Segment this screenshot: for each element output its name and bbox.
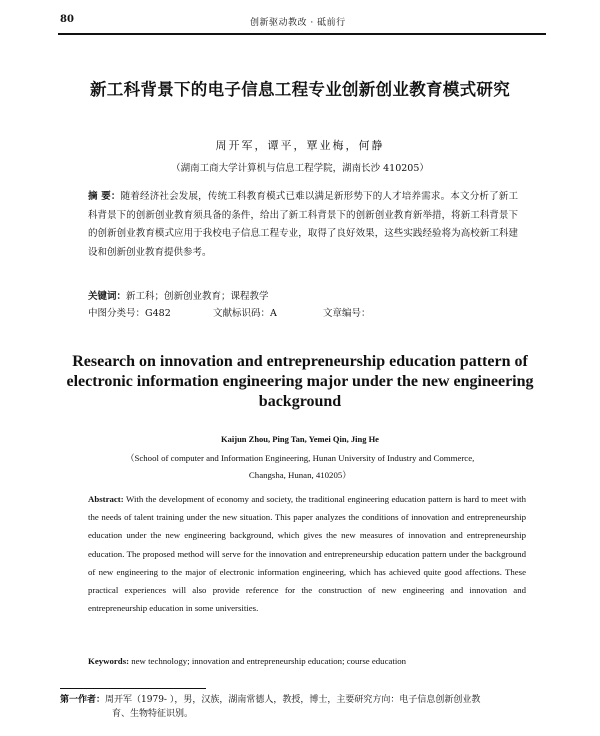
en-abstract-label: Abstract: <box>88 494 124 504</box>
cn-affiliation: （湖南工商大学计算机与信息工程学院，湖南长沙 410205） <box>171 163 429 174</box>
footnote-label: 第一作者： <box>60 695 106 705</box>
cn-abstract <box>88 188 518 263</box>
footnote-line2: 育、生物特征识别。 <box>112 709 194 719</box>
cn-keywords <box>88 288 269 302</box>
en-abstract <box>88 490 526 617</box>
clc-value: G482 <box>145 308 171 319</box>
running-title: 创新驱动教改 · 砥前行 <box>250 18 346 28</box>
footnote <box>60 693 546 721</box>
cn-title: 新工科背景下的电子信息工程专业创新创业教育模式研究 <box>90 80 510 99</box>
doc-code-value: A <box>270 308 277 319</box>
en-keywords-label: Keywords: <box>88 656 130 666</box>
en-authors: Kaijun Zhou, Ping Tan, Yemei Qin, Jing He <box>221 434 379 444</box>
page-number: 80 <box>60 14 74 25</box>
en-title: Research on innovation and entrepreneurship education pattern of electronic information engineering major under the new engineering background <box>66 353 534 410</box>
cn-keywords-label: 关键词： <box>88 291 127 302</box>
article-no-label: 文章编号： <box>323 308 371 319</box>
cn-abstract-text: 随着经济社会发展，传统工科教育模式已难以满足新形势下的人才培养需求。本文分析了新工科背景下的创新创业教育须具备的条件，给出了新工科背景下的创新创业教育新举措，将新工科背景下的创新创业教育模式应用于我校电子信息工程专业，取得了良好效果，这些实践经验将为高校新工科建设和创新创业教育提供参考。 <box>88 191 518 259</box>
en-affiliation <box>0 450 600 484</box>
footnote-line1: 周开军（1979- ），男，汉族，湖南常德人，教授，博士，主要研究方向：电子信息创新创业教 <box>105 695 481 705</box>
en-affiliation-line1: （School of computer and Information Engineering, Hunan University of Industry and Commerce, <box>125 453 475 463</box>
clc-label: 中图分类号： <box>88 308 146 319</box>
clc-cell <box>88 305 213 319</box>
en-keywords-text: new technology; innovation and entrepreneurship education; course education <box>131 656 407 666</box>
header-rule <box>58 33 546 35</box>
en-keywords <box>88 656 526 666</box>
en-affiliation-line2: Changsha, Hunan, 410205） <box>248 470 352 480</box>
cn-authors: 周开军，谭平，覃业梅，何静 <box>215 139 385 152</box>
doc-code-label: 文献标识码： <box>213 308 271 319</box>
footnote-rule <box>60 688 206 689</box>
classification-row <box>88 305 518 319</box>
cn-keywords-text: 新工科；创新创业教育；课程教学 <box>126 291 269 302</box>
en-abstract-text: With the development of economy and society, the traditional engineering education pattern is hard to meet with the needs of talent training under the new situation. This paper analyzes the conditions of innovation and entrepreneurship education under the new engineering background, which gives the new measures of innovation and entrepreneurship education. The proposed method will serve for the innovation and entrepreneurship education pattern under the background of new engineering to the major of electronic information engineering, which has achieved quite good affections. These practical experiences will also provide reference for the construction of new engineering and innovation and entrepreneurship education in some universities. <box>88 494 527 614</box>
cn-abstract-label: 摘 要： <box>88 191 121 202</box>
doc-code-cell <box>213 305 323 319</box>
